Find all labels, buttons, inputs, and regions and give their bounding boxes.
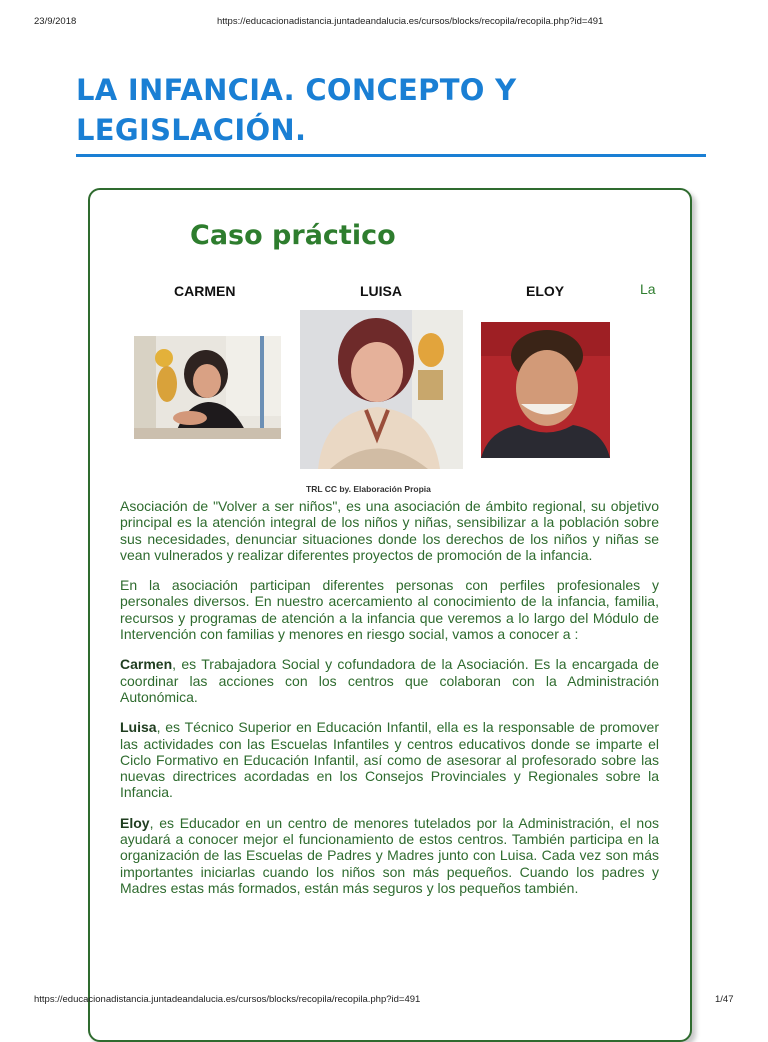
person-name-carmen: CARMEN xyxy=(174,283,236,299)
paragraph-association: Asociación de "Volver a ser niños", es una asociación de ámbito regional, su objetivo principal es la atención integral de los niños y niñas, sensibilizar a la población sobre sus necesidades, denunciar situaciones donde los derechos de los niños y niñas se vean vulnerados y realizar diferentes proyectos de promoción de la infancia. xyxy=(120,498,659,563)
luisa-name: Luisa xyxy=(120,719,157,736)
footer-url[interactable]: https://educacionadistancia.juntadeandalucia.es/cursos/blocks/recopila/recopila.php?id=491 xyxy=(34,994,421,1005)
luisa-description: , es Técnico Superior en Educación Infantil, ella es la responsable de promover las actividades con las Escuelas Infantiles y centros educativos donde se imparte el Ciclo Formativo en Educación Infantil, así como de asesorar al profesorado sobre las nuevas directrices acordadas en los Consejos Provinciales y Regionales sobre la Infancia. xyxy=(120,719,659,801)
person-name-eloy: ELOY xyxy=(526,283,565,299)
page-title: LA INFANCIA. CONCEPTO Y LEGISLACIÓN. xyxy=(76,73,517,147)
carmen-description: , es Trabajadora Social y cofundadora de la Asociación. Es la encargada de coordinar las acciones con los centros que colaboran con la Administración Autonómica. xyxy=(120,656,659,705)
eloy-description: , es Educador en un centro de menores tutelados por la Administración, el nos ayudará a conocer mejor el funcionamiento de estos centros. También participa en la organización de las Escuelas de Padres y Madres junto con Luisa. Cada vez son más importantes iniciarlas cuando los niños son más pequeños. Cuando los padres y Madres estas más formados, están más seguros y los pequeños también. xyxy=(120,814,659,896)
photo-caption: TRL CC by. Elaboración Propia xyxy=(306,484,431,494)
caso-practico-heading: Caso práctico xyxy=(190,220,396,251)
paragraph-carmen xyxy=(120,656,659,705)
photo-carmen xyxy=(134,336,281,439)
paragraph-luisa xyxy=(120,719,659,800)
body-text xyxy=(120,498,659,910)
print-date: 23/9/2018 xyxy=(34,16,77,27)
footer-page-number: 1/47 xyxy=(715,994,734,1005)
photo-eloy xyxy=(481,322,610,458)
title-underline xyxy=(76,154,706,157)
print-url[interactable]: https://educacionadistancia.juntadeandalucia.es/cursos/blocks/recopila/recopila.php?id=491 xyxy=(217,16,604,27)
carmen-name: Carmen xyxy=(120,656,173,673)
side-word: La xyxy=(640,281,656,297)
eloy-name: Eloy xyxy=(120,814,150,831)
photo-luisa xyxy=(300,310,463,469)
paragraph-participants: En la asociación participan diferentes personas con perfiles profesionales y personales diversos. En nuestro acercamiento al conocimiento de la infancia, familia, recursos y programas de atención a la infancia que veremos a lo largo del Módulo de Intervención con familias y menores en riesgo social, vamos a conocer a : xyxy=(120,577,659,643)
paragraph-eloy xyxy=(120,815,659,896)
person-name-luisa: LUISA xyxy=(360,283,402,299)
